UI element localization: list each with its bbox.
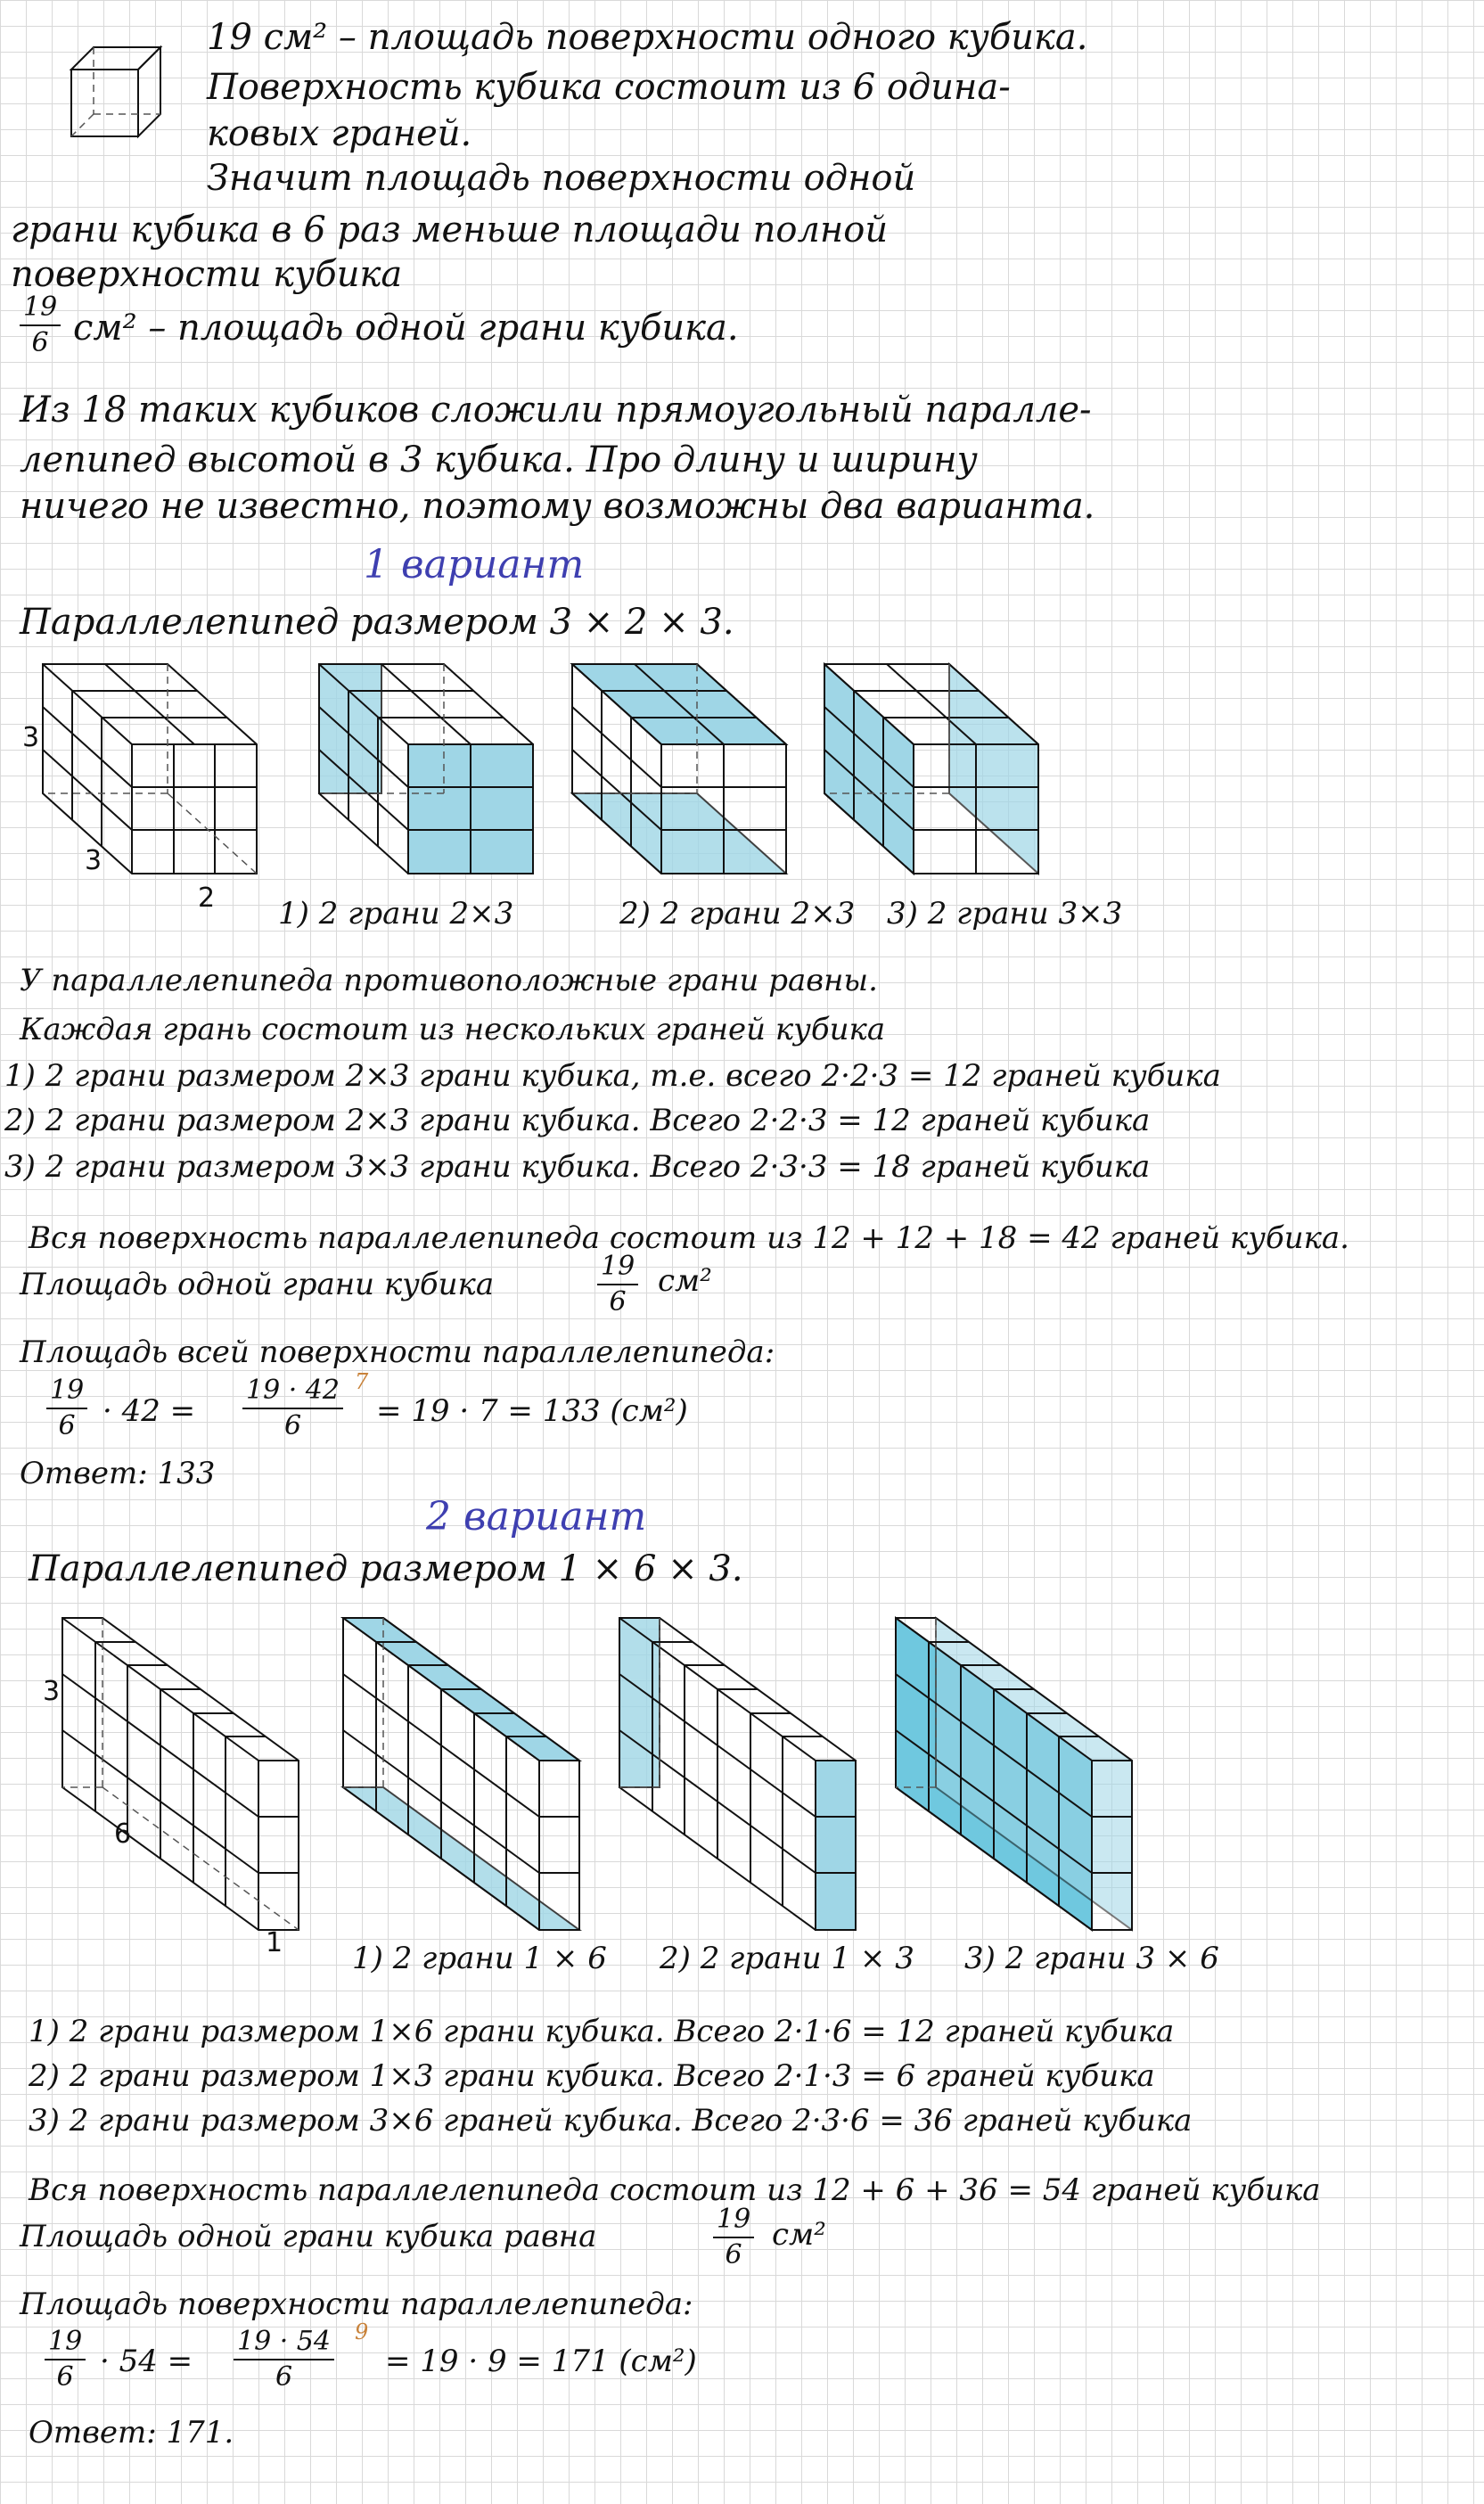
variant1-answer: Ответ: 133 bbox=[20, 1456, 216, 1491]
intro-line-7: см² – площадь одной грани кубика. bbox=[73, 308, 739, 349]
variant1-caption-1: 1) 2 грани 2×3 bbox=[278, 896, 514, 932]
para2-line-3: ничего не известно, поэтому возможны два варианта. bbox=[20, 486, 1095, 527]
variant2-area-fraction: $\frac{19}{6}$ bbox=[713, 2206, 754, 2269]
variant2-text-2: 2) 2 грани размером 1×3 грани кубика. Всего 2·1·3 = 6 граней кубика bbox=[29, 2058, 1155, 2094]
variant2-caption-2: 2) 2 грани 1 × 3 bbox=[660, 1941, 914, 1976]
variant1-title: 1 вариант bbox=[364, 542, 585, 587]
variant1-area-fraction: $\frac{19}{6}$ bbox=[597, 1253, 638, 1316]
variant2-box-faces-1 bbox=[343, 1618, 584, 1939]
variant2-dim-height: 3 bbox=[43, 1676, 61, 1707]
variant1-area-unit: см² bbox=[658, 1263, 712, 1299]
variant1-calc-end: = 19 · 7 = 133 (см²) bbox=[376, 1393, 688, 1429]
variant2-title: 2 вариант bbox=[426, 1494, 647, 1539]
intro-line-6: поверхности кубика bbox=[11, 254, 403, 295]
variant2-calc-mid: · 54 = bbox=[100, 2344, 193, 2379]
variant1-text-8: Площадь всей поверхности параллелепипеда: bbox=[20, 1334, 775, 1370]
variant1-box-faces-3 bbox=[824, 664, 1047, 883]
variant2-dim-length: 6 bbox=[114, 1818, 132, 1850]
variant2-box-faces-2 bbox=[619, 1618, 860, 1939]
variant1-calc-mid: · 42 = bbox=[102, 1393, 196, 1429]
variant1-box-faces-1 bbox=[319, 664, 542, 883]
variant2-dim-width: 1 bbox=[266, 1927, 283, 1958]
variant2-calc-frac-1: $\frac{19}{6}$ bbox=[45, 2328, 86, 2391]
variant2-calc-end: = 19 · 9 = 171 (см²) bbox=[385, 2344, 697, 2379]
variant2-caption-1: 1) 2 грани 1 × 6 bbox=[352, 1941, 607, 1976]
variant1-caption-2: 2) 2 грани 2×3 bbox=[619, 896, 856, 932]
variant1-text-4: 2) 2 грани размером 2×3 грани кубика. Всего 2·2·3 = 12 граней кубика bbox=[4, 1103, 1151, 1138]
variant1-box-plain bbox=[43, 664, 266, 883]
intro-line-1: 19 см² – площадь поверхности одного кубика. bbox=[207, 17, 1088, 58]
variant2-caption-3: 3) 2 грани 3 × 6 bbox=[964, 1941, 1219, 1976]
variant2-size-line: Параллелепипед размером 1 × 6 × 3. bbox=[29, 1548, 743, 1589]
variant1-text-2: Каждая грань состоит из нескольких граней кубика bbox=[20, 1012, 886, 1047]
intro-line-4: Значит площадь поверхности одной bbox=[207, 158, 916, 199]
variant1-dim-length: 3 bbox=[85, 845, 102, 876]
variant1-size-line: Параллелепипед размером 3 × 2 × 3. bbox=[20, 602, 734, 643]
intro-line-3: ковых граней. bbox=[207, 113, 472, 154]
variant1-calc-frac-2: $\frac{19 \cdot 42}{6}$ bbox=[242, 1377, 343, 1440]
variant2-text-6: Площадь поверхности параллелепипеда: bbox=[20, 2286, 693, 2322]
variant1-text-6: Вся поверхность параллелепипеда состоит из 12 + 12 + 18 = 42 граней кубика. bbox=[29, 1220, 1349, 1256]
variant2-text-1: 1) 2 грани размером 1×6 грани кубика. Всего 2·1·6 = 12 граней кубика bbox=[29, 2014, 1175, 2049]
variant1-text-5: 3) 2 грани размером 3×3 грани кубика. Всего 2·3·3 = 18 граней кубика bbox=[4, 1149, 1151, 1185]
para2-line-2: лепипед высотой в 3 кубика. Про длину и ширину bbox=[20, 439, 978, 480]
variant2-box-faces-3 bbox=[896, 1618, 1136, 1939]
variant1-dim-height: 3 bbox=[22, 722, 40, 753]
variant1-calc-cancel: 7 bbox=[355, 1369, 369, 1394]
intro-line-2: Поверхность кубика состоит из 6 одина- bbox=[207, 67, 1011, 108]
variant2-text-5: Площадь одной грани кубика равна bbox=[20, 2219, 597, 2254]
variant2-answer: Ответ: 171. bbox=[29, 2415, 234, 2451]
variant2-text-4: Вся поверхность параллелепипеда состоит из 12 + 6 + 36 = 54 граней кубика bbox=[29, 2172, 1321, 2208]
variant2-text-3: 3) 2 грани размером 3×6 граней кубика. Всего 2·3·6 = 36 граней кубика bbox=[29, 2103, 1193, 2139]
intro-fraction: $\frac{19}{6}$ bbox=[20, 294, 61, 357]
para2-line-1: Из 18 таких кубиков сложили прямоугольный паралле- bbox=[20, 390, 1092, 431]
variant2-area-unit: см² bbox=[772, 2217, 826, 2253]
cube-icon bbox=[67, 43, 165, 141]
variant1-text-1: У параллелепипеда противоположные грани равны. bbox=[20, 963, 878, 998]
intro-line-5: грани кубика в 6 раз меньше площади полной bbox=[11, 209, 889, 250]
variant1-text-7: Площадь одной грани кубика bbox=[20, 1267, 495, 1302]
variant2-calc-frac-2: $\frac{19 \cdot 54}{6}$ bbox=[234, 2328, 334, 2391]
variant2-calc-cancel: 9 bbox=[355, 2319, 369, 2344]
variant2-box-plain bbox=[62, 1618, 303, 1939]
variant1-caption-3: 3) 2 грани 3×3 bbox=[887, 896, 1123, 932]
variant1-box-faces-2 bbox=[572, 664, 795, 883]
variant1-text-3: 1) 2 грани размером 2×3 грани кубика, т.е. всего 2·2·3 = 12 граней кубика bbox=[4, 1058, 1221, 1094]
variant1-dim-width: 2 bbox=[198, 883, 216, 914]
variant1-calc-frac-1: $\frac{19}{6}$ bbox=[46, 1377, 87, 1440]
